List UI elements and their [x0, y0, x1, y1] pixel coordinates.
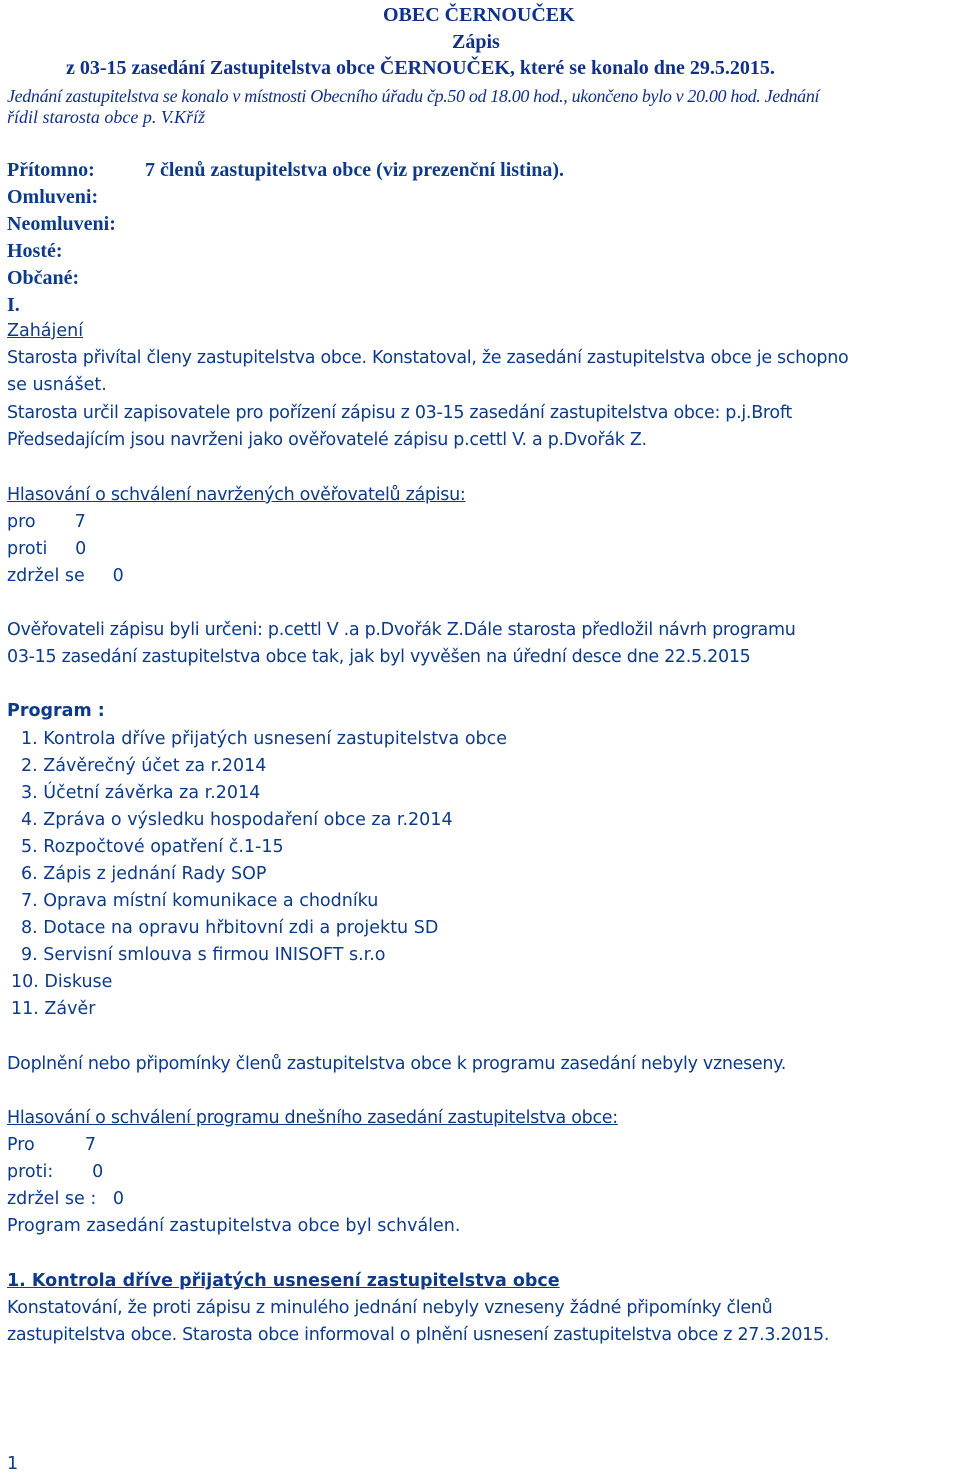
meeting-info-line-2: řídil starosta obce p. V.Kříž — [7, 107, 206, 127]
citizens-label: Občané: — [7, 267, 80, 289]
present-label: Přítomno: — [7, 159, 95, 181]
verifiers-result-line-1: Ověřovateli zápisu byli určeni: p.cettl V .a p.Dvořák Z.Dále starosta předložil návrh programu — [7, 620, 796, 640]
program-item: 4. Zpráva o výsledku hospodaření obce za r.2014 — [21, 810, 453, 830]
vote-row: Pro 7 — [7, 1135, 96, 1155]
program-title: Program : — [7, 701, 105, 721]
section-number: I. — [7, 294, 20, 316]
vote-program-result: Program zasedání zastupitelstva obce byl schválen. — [7, 1216, 461, 1236]
page-number: 1 — [7, 1454, 19, 1474]
point-1-line-2: zastupitelstva obce. Starosta obce informoval o plnění usnesení zastupitelstva obce z 27.3.2015. — [7, 1325, 830, 1345]
guests-label: Hosté: — [7, 240, 63, 262]
meeting-info-line-1: Jednání zastupitelstva se konalo v místnosti Obecního úřadu čp.50 od 18.00 hod., ukončeno bylo v 20.00 hod. Jednání — [7, 86, 820, 106]
program-item: 8. Dotace na opravu hřbitovní zdi a projektu SD — [21, 918, 439, 938]
point-1-title: 1. Kontrola dříve přijatých usnesení zastupitelstva obce — [7, 1271, 560, 1291]
vote-verifiers-title: Hlasování o schválení navržených ověřovatelů zápisu: — [7, 485, 466, 505]
program-item: 10. Diskuse — [11, 972, 113, 992]
vote-row: pro 7 — [7, 512, 86, 532]
present-value: 7 členů zastupitelstva obce (viz prezenční listina). — [145, 159, 565, 181]
document-type: Zápis — [452, 31, 500, 53]
excused-label: Omluveni: — [7, 186, 99, 208]
program-item: 7. Oprava místní komunikace a chodníku — [21, 891, 379, 911]
program-item: 11. Závěr — [11, 999, 96, 1019]
section-paragraph-line: Starosta přivítal členy zastupitelstva obce. Konstatoval, že zasedání zastupitelstva obce je schopno — [7, 348, 849, 368]
program-item: 1. Kontrola dříve přijatých usnesení zastupitelstva obce — [21, 729, 508, 749]
municipality-title: OBEC ČERNOUČEK — [383, 4, 575, 26]
vote-row: proti: 0 — [7, 1162, 104, 1182]
vote-row: zdržel se : 0 — [7, 1189, 125, 1209]
program-note: Doplnění nebo připomínky členů zastupitelstva obce k programu zasedání nebyly vzneseny. — [7, 1054, 786, 1074]
section-paragraph-line: Předsedajícím jsou navrženi jako ověřovatelé zápisu p.cettl V. a p.Dvořák Z. — [7, 430, 647, 450]
vote-row: zdržel se 0 — [7, 566, 124, 586]
program-item: 6. Zápis z jednání Rady SOP — [21, 864, 267, 884]
section-paragraph-line: se usnášet. — [7, 375, 107, 395]
program-item: 2. Závěrečný účet za r.2014 — [21, 756, 267, 776]
section-title: Zahájení — [7, 321, 84, 341]
program-item: 3. Účetní závěrka za r.2014 — [21, 783, 261, 803]
document-subtitle: z 03-15 zasedání Zastupitelstva obce ČERNOUČEK, které se konalo dne 29.5.2015. — [66, 57, 775, 79]
unexcused-label: Neomluveni: — [7, 213, 116, 235]
verifiers-result-line-2: 03-15 zasedání zastupitelstva obce tak, jak byl vyvěšen na úřední desce dne 22.5.2015 — [7, 647, 751, 667]
point-1-line-1: Konstatování, že proti zápisu z minulého jednání nebyly vzneseny žádné připomínky členů — [7, 1298, 773, 1318]
vote-row: proti 0 — [7, 539, 87, 559]
vote-program-title: Hlasování o schválení programu dnešního zasedání zastupitelstva obce: — [7, 1108, 618, 1128]
program-item: 9. Servisní smlouva s firmou INISOFT s.r.o — [21, 945, 386, 965]
program-item: 5. Rozpočtové opatření č.1-15 — [21, 837, 284, 857]
section-paragraph-line: Starosta určil zapisovatele pro pořízení zápisu z 03-15 zasedání zastupitelstva obce: p.j.Broft — [7, 403, 792, 423]
